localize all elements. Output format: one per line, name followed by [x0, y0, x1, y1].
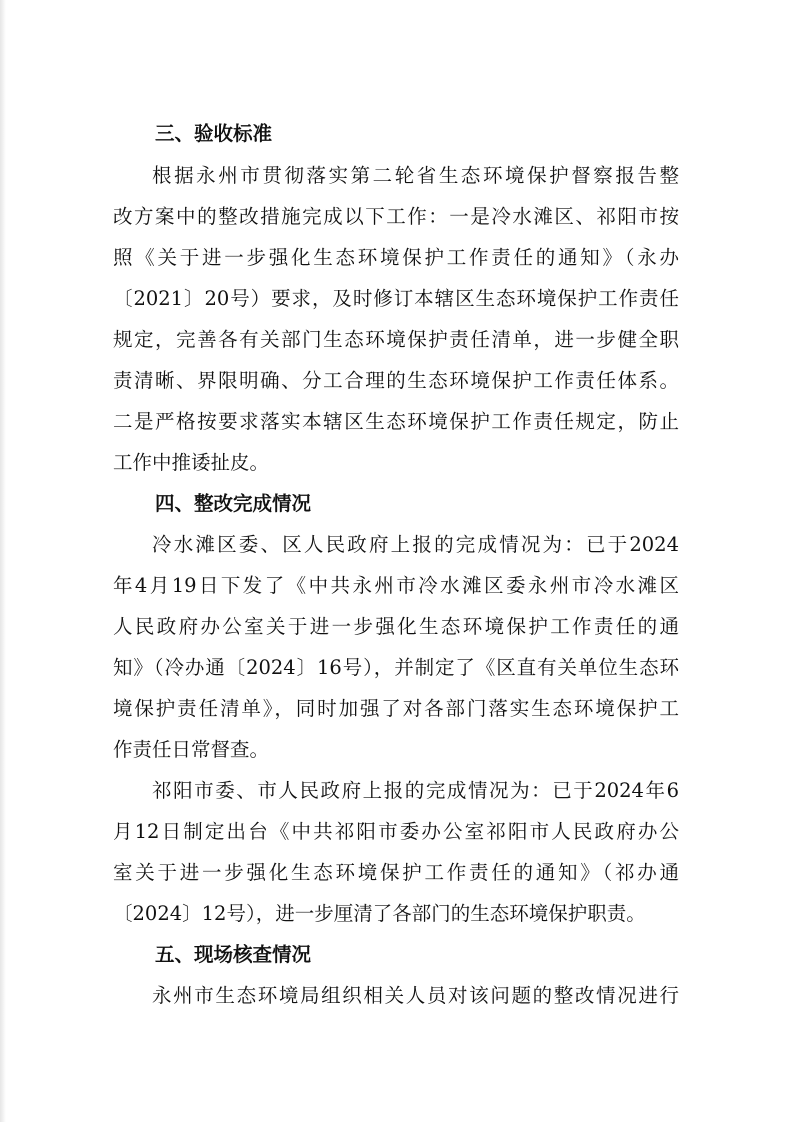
paragraph-line: 境保护责任清单》，同时加强了对各部门落实生态环境保护工: [113, 697, 679, 720]
paragraph-line: 根据永州市贯彻落实第二轮省生态环境保护督察报告整: [152, 164, 679, 187]
paragraph-line: 责清晰、界限明确、分工合理的生态环境保护工作责任体系。: [113, 369, 679, 392]
paragraph-line: 工作中推诿扯皮。: [113, 451, 270, 474]
paragraph-line: 改方案中的整改措施完成以下工作：一是冷水滩区、祁阳市按: [113, 205, 679, 228]
section-heading-onsite-verification: 五、现场核查情况: [155, 943, 312, 966]
paragraph-line: 冷水滩区委、区人民政府上报的完成情况为：已于2024: [152, 533, 679, 556]
paragraph-line: 〔2021〕20号）要求，及时修订本辖区生态环境保护工作责任: [113, 287, 679, 310]
paragraph-line: 年4月19日下发了《中共永州市冷水滩区委永州市冷水滩区: [113, 574, 679, 597]
paragraph-line: 月12日制定出台《中共祁阳市委办公室祁阳市人民政府办公: [113, 820, 679, 843]
paragraph-line: 人民政府办公室关于进一步强化生态环境保护工作责任的通: [113, 615, 679, 638]
paragraph-line: 祁阳市委、市人民政府上报的完成情况为：已于2024年6: [152, 779, 679, 802]
paragraph-line: 二是严格按要求落实本辖区生态环境保护工作责任规定，防止: [113, 410, 679, 433]
paragraph-line: 作责任日常督查。: [113, 738, 270, 761]
paragraph-line: 室关于进一步强化生态环境保护工作责任的通知》（祁办通: [113, 861, 679, 884]
paragraph-line: 照《关于进一步强化生态环境保护工作责任的通知》（永办: [113, 246, 679, 269]
section-heading-rectification-status: 四、整改完成情况: [155, 492, 312, 515]
paragraph-line: 永州市生态环境局组织相关人员对该问题的整改情况进行: [152, 984, 679, 1007]
scan-edge-shadow: [0, 0, 6, 1122]
paragraph-line: 规定，完善各有关部门生态环境保护责任清单，进一步健全职: [113, 328, 679, 351]
section-heading-acceptance-standard: 三、验收标准: [155, 122, 273, 145]
paragraph-line: 知》（冷办通〔2024〕16号），并制定了《区直有关单位生态环: [113, 656, 679, 679]
paragraph-line: 〔2024〕12号），进一步厘清了各部门的生态环境保护职责。: [113, 902, 646, 925]
